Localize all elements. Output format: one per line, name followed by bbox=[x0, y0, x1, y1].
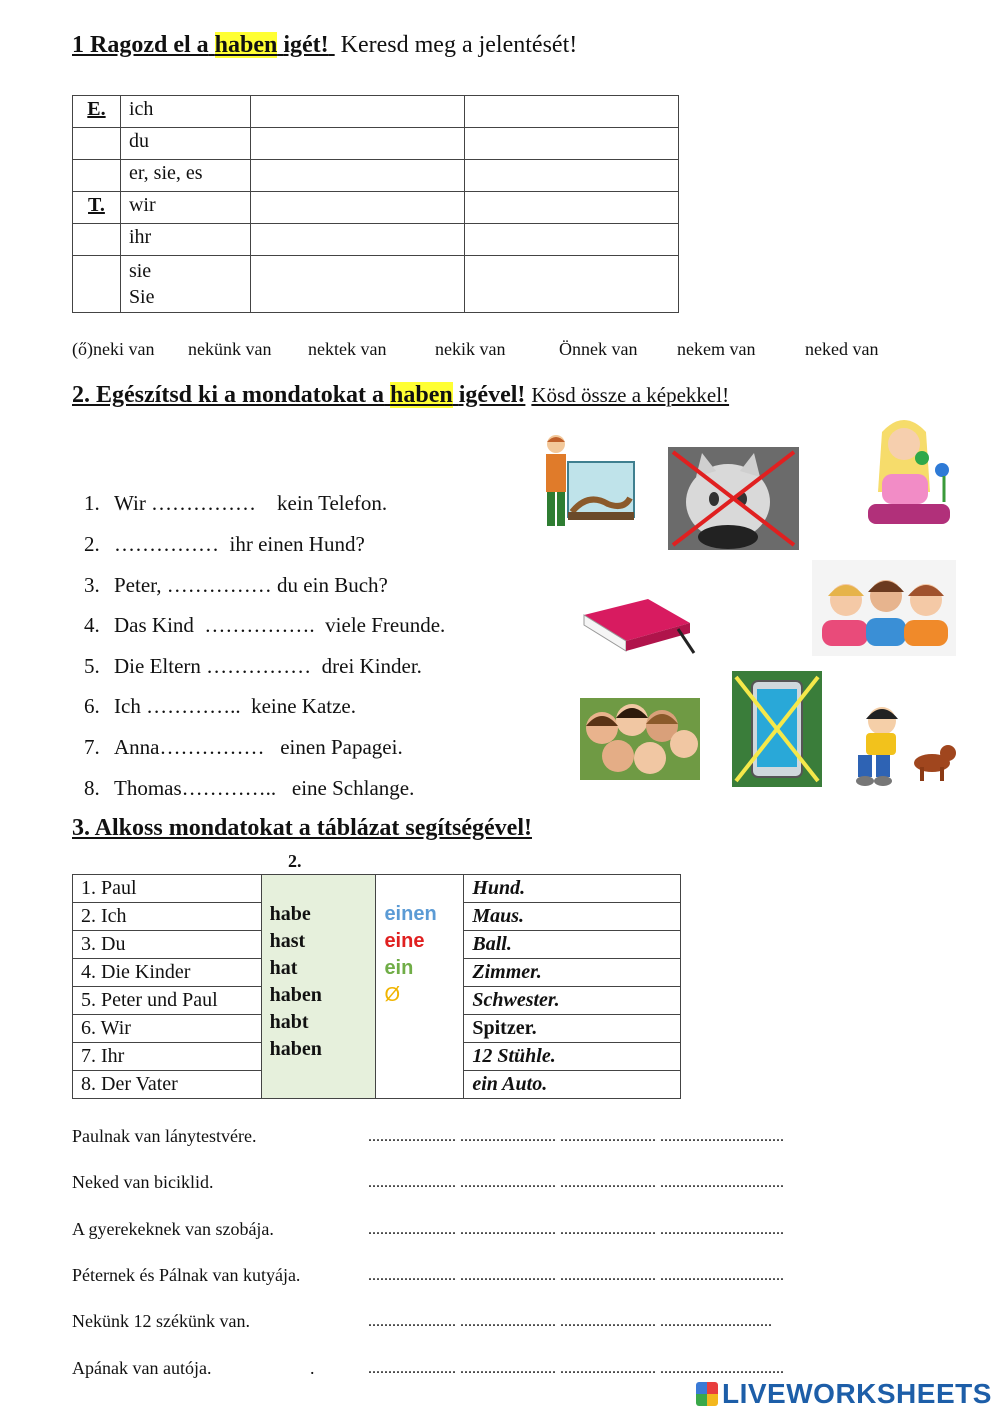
section1-title-before: Ragozd el a bbox=[90, 32, 209, 58]
section1-instruction: Keresd meg a jelentését! bbox=[340, 32, 578, 58]
article-option[interactable]: ein bbox=[384, 957, 414, 979]
sentence-text[interactable]: Peter, …………… du ein Buch? bbox=[114, 573, 388, 597]
meaning-cell[interactable] bbox=[464, 256, 678, 313]
sentence-text[interactable]: Die Eltern …………… drei Kinder. bbox=[114, 654, 422, 678]
answer-cell[interactable] bbox=[250, 192, 464, 224]
translation-row bbox=[72, 1126, 256, 1147]
meaning-cell[interactable] bbox=[464, 192, 678, 224]
sentence bbox=[84, 613, 445, 638]
number-label: E. bbox=[73, 96, 121, 128]
table-row bbox=[73, 128, 679, 160]
answer-line[interactable]: ...................... ........................ ........................ ............................... bbox=[368, 1221, 784, 1238]
meaning-cell[interactable] bbox=[464, 96, 678, 128]
sentence-number: 4. bbox=[84, 613, 100, 637]
section2-heading bbox=[72, 382, 729, 409]
number-label bbox=[73, 256, 121, 313]
boy-dog-image[interactable] bbox=[848, 703, 962, 787]
section3-heading: 3. Alkoss mondatokat a táblázat segítségével! bbox=[72, 815, 532, 841]
sentence bbox=[84, 694, 356, 719]
meaning-option[interactable]: Önnek van bbox=[559, 339, 638, 359]
subject-cell: 1. Paul bbox=[73, 875, 262, 903]
hungarian-sentence: A gyerekeknek van szobája. bbox=[72, 1219, 274, 1239]
table-row bbox=[73, 96, 679, 128]
stray-period: . bbox=[310, 1358, 315, 1378]
sentence bbox=[84, 573, 388, 598]
sentence bbox=[84, 735, 403, 760]
answer-cell[interactable] bbox=[250, 96, 464, 128]
sentence-text[interactable]: Wir …………… kein Telefon. bbox=[114, 491, 388, 515]
verbs-column bbox=[261, 875, 376, 1099]
article-option[interactable]: eine bbox=[384, 930, 425, 952]
column-marker: 2. bbox=[288, 851, 302, 871]
friends-group-image[interactable] bbox=[580, 698, 700, 780]
object-cell: Hund. bbox=[464, 875, 681, 903]
hungarian-sentence: Péternek és Pálnak van kutyája. bbox=[72, 1265, 301, 1285]
number-label bbox=[73, 224, 121, 256]
pronoun-sie: sie bbox=[128, 260, 152, 282]
section1-heading bbox=[72, 32, 577, 59]
object-cell: Ball. bbox=[464, 931, 681, 959]
sentence-number: 8. bbox=[84, 776, 100, 800]
section2-title-before: Egészítsd ki a mondatokat a bbox=[96, 382, 385, 408]
answer-line[interactable]: ...................... ........................ ........................ ............................ bbox=[368, 1313, 772, 1330]
meaning-cell[interactable] bbox=[464, 128, 678, 160]
verb-option[interactable]: habe bbox=[269, 903, 311, 925]
subject-cell: 2. Ich bbox=[73, 903, 262, 931]
section2-instruction: Kösd össze a képekkel! bbox=[531, 383, 730, 407]
pronoun: wir bbox=[120, 192, 250, 224]
section2-title-after: igével! bbox=[458, 382, 526, 408]
object-cell: Spitzer. bbox=[464, 1015, 681, 1043]
sentence bbox=[84, 776, 414, 801]
verb-option[interactable]: hat bbox=[269, 957, 298, 979]
number-label: T. bbox=[73, 192, 121, 224]
translation-row bbox=[72, 1219, 274, 1240]
sentence-text[interactable]: …………… ihr einen Hund? bbox=[114, 532, 365, 556]
table-row bbox=[73, 256, 679, 313]
table-row bbox=[73, 192, 679, 224]
subject-cell: 7. Ihr bbox=[73, 1043, 262, 1071]
crossed-phone-image[interactable] bbox=[732, 671, 822, 787]
boy-terrarium-image[interactable] bbox=[538, 432, 638, 530]
subject-cell: 4. Die Kinder bbox=[73, 959, 262, 987]
answer-line[interactable]: ...................... ........................ ........................ ............................... bbox=[368, 1360, 784, 1377]
section1-title-after: igét! bbox=[283, 32, 329, 58]
object-cell: Zimmer. bbox=[464, 959, 681, 987]
number-label bbox=[73, 128, 121, 160]
table-row bbox=[73, 160, 679, 192]
sentence-number: 1. bbox=[84, 491, 100, 515]
live-badge-icon bbox=[696, 1382, 718, 1406]
section2-verb: haben bbox=[390, 382, 453, 408]
answer-cell[interactable] bbox=[250, 160, 464, 192]
subject-cell: 6. Wir bbox=[73, 1015, 262, 1043]
hungarian-sentence: Nekünk 12 székünk van. bbox=[72, 1311, 250, 1331]
verb-option[interactable]: habt bbox=[269, 1011, 309, 1033]
meaning-option[interactable]: nekik van bbox=[435, 339, 506, 359]
pronoun-Sie: Sie bbox=[128, 286, 155, 308]
meaning-cell[interactable] bbox=[464, 224, 678, 256]
sentence-text[interactable]: Das Kind ……………. viele Freunde. bbox=[114, 613, 446, 637]
hungarian-sentence: Apának van autója. bbox=[72, 1358, 212, 1378]
children-lying-image[interactable] bbox=[812, 560, 956, 656]
crossed-cat-image[interactable] bbox=[668, 447, 799, 550]
answer-line[interactable]: ...................... ........................ ........................ ............................... bbox=[368, 1128, 784, 1145]
answer-line[interactable]: ...................... ........................ ........................ ............................... bbox=[368, 1267, 784, 1284]
object-cell: Schwester. bbox=[464, 987, 681, 1015]
pronoun: ihr bbox=[120, 224, 250, 256]
translation-row bbox=[72, 1311, 250, 1332]
meaning-option[interactable]: (ő)neki van bbox=[72, 339, 155, 359]
number-label bbox=[73, 160, 121, 192]
meaning-option[interactable]: nektek van bbox=[308, 339, 387, 359]
logo-text: LIVEWORKSHEETS bbox=[722, 1378, 992, 1409]
object-cell: Maus. bbox=[464, 903, 681, 931]
translation-row bbox=[72, 1172, 213, 1193]
sentence-text[interactable]: Ich ………….. keine Katze. bbox=[114, 694, 357, 718]
verb-option[interactable]: hast bbox=[269, 930, 306, 952]
subject-cell: 3. Du bbox=[73, 931, 262, 959]
subject-cell: 8. Der Vater bbox=[73, 1071, 262, 1099]
translation-row bbox=[72, 1265, 300, 1286]
section2-number: 2. bbox=[72, 382, 90, 408]
table-row bbox=[73, 875, 681, 903]
sentence bbox=[84, 654, 422, 679]
answer-line[interactable]: ...................... ........................ ........................ ............................... bbox=[368, 1174, 784, 1191]
translation-row bbox=[72, 1358, 211, 1379]
object-cell: ein Auto. bbox=[464, 1071, 681, 1099]
sentence bbox=[84, 491, 387, 516]
sentence-number: 5. bbox=[84, 654, 100, 678]
liveworksheets-logo bbox=[696, 1378, 992, 1410]
section1-number: 1 bbox=[72, 32, 84, 58]
answer-cell[interactable] bbox=[250, 224, 464, 256]
object-cell: 12 Stühle. bbox=[464, 1043, 681, 1071]
girl-parrots-image[interactable] bbox=[864, 412, 960, 526]
hungarian-sentence: Paulnak van lánytestvére. bbox=[72, 1126, 257, 1146]
pronoun: ich bbox=[120, 96, 250, 128]
section1-verb: haben bbox=[214, 32, 278, 58]
verb-option[interactable]: haben bbox=[269, 1038, 322, 1060]
pronoun: er, sie, es bbox=[120, 160, 250, 192]
conjugation-table bbox=[72, 95, 679, 313]
sentence-text[interactable]: Thomas………….. eine Schlange. bbox=[114, 776, 415, 800]
meaning-option[interactable]: nekünk van bbox=[188, 339, 272, 359]
sentence-number: 7. bbox=[84, 735, 100, 759]
verb-option[interactable]: haben bbox=[269, 984, 322, 1006]
sentence-number: 6. bbox=[84, 694, 100, 718]
meaning-cell[interactable] bbox=[464, 160, 678, 192]
article-option[interactable]: einen bbox=[384, 903, 437, 925]
sentence-builder-table bbox=[72, 874, 681, 1099]
subject-cell: 5. Peter und Paul bbox=[73, 987, 262, 1015]
articles-column bbox=[376, 875, 464, 1099]
article-option[interactable]: Ø bbox=[384, 984, 400, 1006]
meaning-option[interactable]: nekem van bbox=[677, 339, 756, 359]
pronoun bbox=[120, 256, 250, 313]
meaning-option[interactable]: neked van bbox=[805, 339, 879, 359]
answer-cell[interactable] bbox=[250, 128, 464, 160]
book-image[interactable] bbox=[578, 597, 700, 655]
sentence-text[interactable]: Anna…………… einen Papagei. bbox=[114, 735, 403, 759]
sentence bbox=[84, 532, 365, 557]
sentence-number: 2. bbox=[84, 532, 100, 556]
answer-cell[interactable] bbox=[250, 256, 464, 313]
hungarian-sentence: Neked van biciklid. bbox=[72, 1172, 214, 1192]
sentence-number: 3. bbox=[84, 573, 100, 597]
table-row bbox=[73, 224, 679, 256]
pronoun: du bbox=[120, 128, 250, 160]
